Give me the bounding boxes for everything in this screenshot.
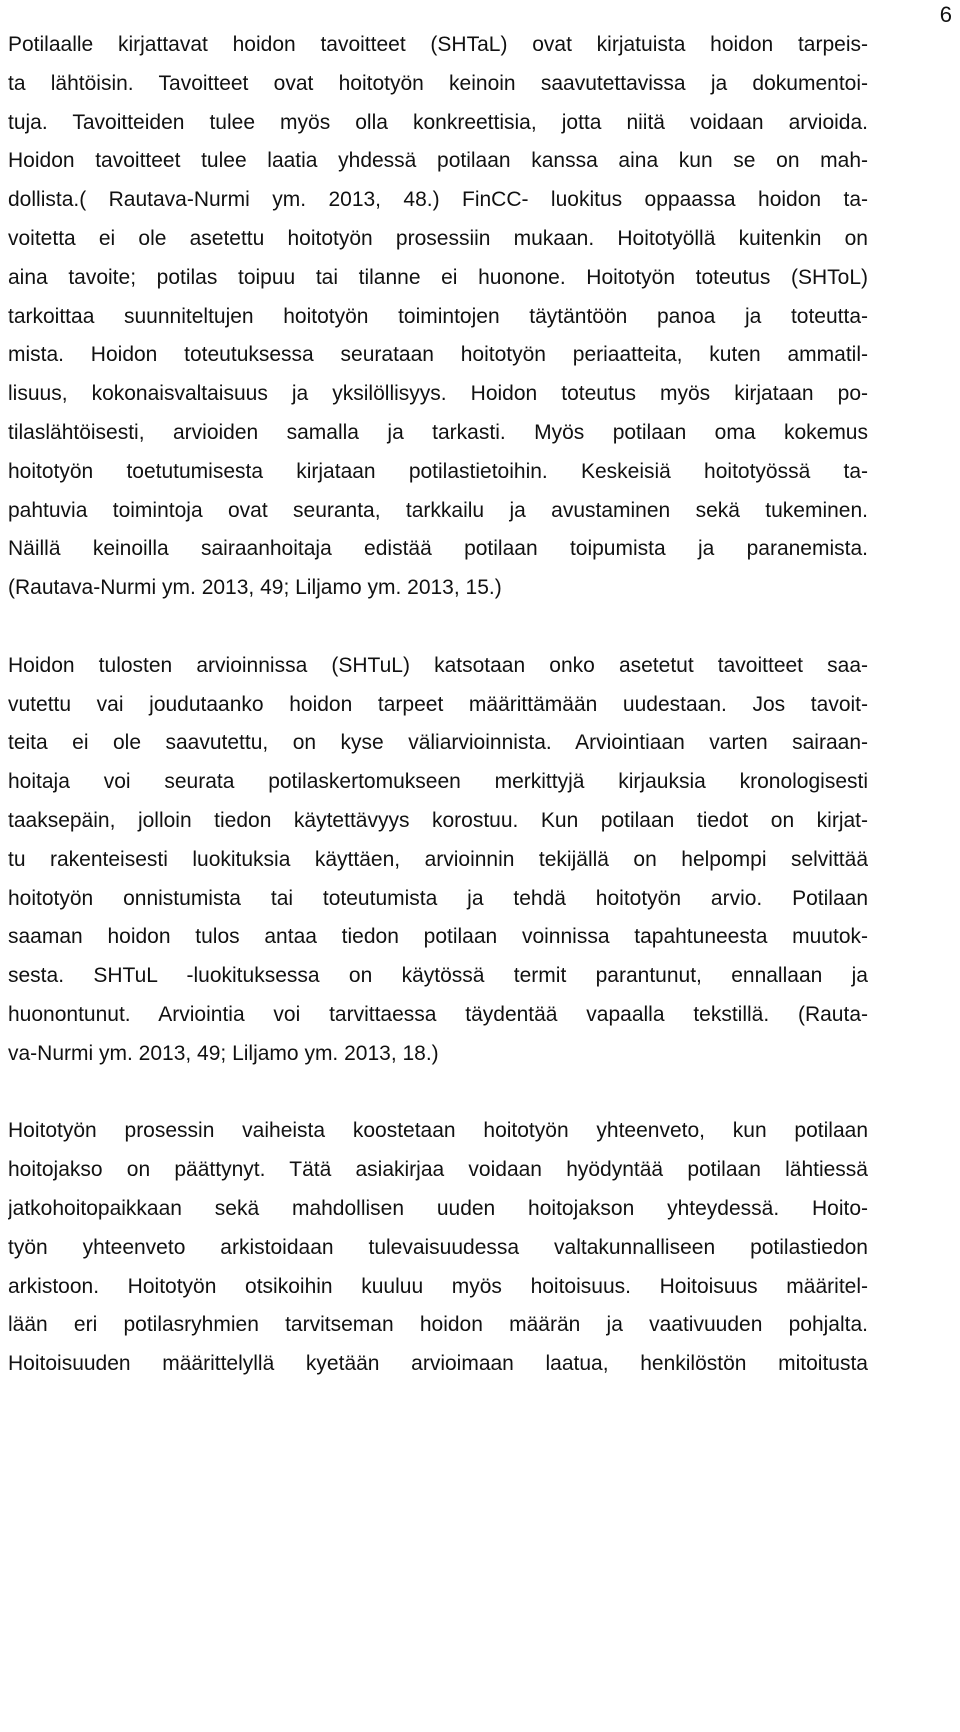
text-line: lään eri potilasryhmien tarvitseman hoidon määrän ja vaativuuden pohjalta. <box>8 1313 868 1337</box>
text-line: Hoitoisuuden määrittelyllä kyetään arvioimaan laatua, henkilöstön mitoitusta <box>8 1352 868 1376</box>
text-line: sesta. SHTuL -luokituksessa on käytössä termit parantunut, ennallaan ja <box>8 964 868 988</box>
text-line: saaman hoidon tulos antaa tiedon potilaan voinnissa tapahtuneesta muutok- <box>8 925 868 949</box>
paragraph-care-summary <box>8 1112 868 1384</box>
text-line: työn yhteenveto arkistoidaan tulevaisuudessa valtakunnalliseen potilastiedon <box>8 1235 868 1259</box>
text-line: hoitaja voi seurata potilaskertomukseen merkittyjä kirjauksia kronologisesti <box>8 770 868 794</box>
text-line: Hoidon tavoitteet tulee laatia yhdessä potilaan kanssa aina kun se on mah- <box>8 149 868 173</box>
text-line: vutettu vai joudutaanko hoidon tarpeet määrittämään uudestaan. Jos tavoit- <box>8 692 868 716</box>
text-line: dollista.( Rautava-Nurmi ym. 2013, 48.) FinCC- luokitus oppaassa hoidon ta- <box>8 188 868 212</box>
text-line: Potilaalle kirjattavat hoidon tavoitteet (SHTaL) ovat kirjatuista hoidon tarpeis- <box>8 33 868 56</box>
text-line: tarkoittaa suunniteltujen hoitotyön toimintojen täytäntöön panoa ja toteutta- <box>8 304 868 328</box>
text-line: aina tavoite; potilas toipuu tai tilanne ei huonone. Hoitotyön toteutus (SHToL) <box>8 265 868 289</box>
text-line: pahtuvia toimintoja ovat seuranta, tarkkailu ja avustaminen sekä tukeminen. <box>8 498 868 522</box>
paragraph-spacer <box>8 1074 868 1113</box>
text-line: lisuus, kokonaisvaltaisuus ja yksilöllisyys. Hoidon toteutus myös kirjataan po- <box>8 382 868 406</box>
paragraph-care-goals <box>8 26 868 608</box>
paragraph-outcome-evaluation <box>8 647 868 1074</box>
text-line: hoitotyön toetutumisesta kirjataan potilastietoihin. Keskeisiä hoitotyössä ta- <box>8 459 868 483</box>
text-line: tu rakenteisesti luokituksia käyttäen, arvioinnin tekijällä on helpompi selvittää <box>8 847 868 871</box>
text-line: ta lähtöisin. Tavoitteet ovat hoitotyön keinoin saavutettavissa ja dokumentoi- <box>8 71 868 95</box>
text-line: voitetta ei ole asetettu hoitotyön prosessiin mukaan. Hoitotyöllä kuitenkin on <box>8 226 868 250</box>
text-line: tuja. Tavoitteiden tulee myös olla konkreettisia, jotta niitä voidaan arvioida. <box>8 110 868 134</box>
text-line: hoitojakso on päättynyt. Tätä asiakirjaa voidaan hyödyntää potilaan lähtiessä <box>8 1158 868 1182</box>
text-line: mista. Hoidon toteutuksessa seurataan hoitotyön periaatteita, kuten ammatil- <box>8 343 868 367</box>
text-line: huonontunut. Arviointia voi tarvittaessa täydentää vapaalla tekstillä. (Rauta- <box>8 1002 868 1026</box>
text-line: jatkohoitopaikkaan sekä mahdollisen uuden hoitojakson yhteydessä. Hoito- <box>8 1196 868 1220</box>
text-line: arkistoon. Hoitotyön otsikoihin kuuluu myös hoitoisuus. Hoitoisuus määritel- <box>8 1274 868 1298</box>
paragraph-spacer <box>8 608 868 647</box>
document-body <box>8 26 868 1384</box>
text-line: va-Nurmi ym. 2013, 49; Liljamo ym. 2013, 18.) <box>8 1041 439 1065</box>
text-line: (Rautava-Nurmi ym. 2013, 49; Liljamo ym. 2013, 15.) <box>8 576 502 600</box>
text-line: teita ei ole saavutettu, on kyse väliarvioinnista. Arviointiaan varten sairaan- <box>8 731 868 755</box>
text-line: hoitotyön onnistumista tai toteutumista ja tehdä hoitotyön arvio. Potilaan <box>8 886 868 910</box>
text-line: taaksepäin, jolloin tiedon käytettävyys korostuu. Kun potilaan tiedot on kirjat- <box>8 808 868 832</box>
text-line: tilaslähtöisesti, arvioiden samalla ja tarkasti. Myös potilaan oma kokemus <box>8 420 868 444</box>
page-number: 6 <box>939 2 952 27</box>
text-line: Hoidon tulosten arvioinnissa (SHTuL) katsotaan onko asetetut tavoitteet saa- <box>8 653 868 677</box>
text-line: Hoitotyön prosessin vaiheista koostetaan hoitotyön yhteenveto, kun potilaan <box>8 1119 868 1143</box>
text-line: Näillä keinoilla sairaanhoitaja edistää potilaan toipumista ja paranemista. <box>8 537 868 561</box>
